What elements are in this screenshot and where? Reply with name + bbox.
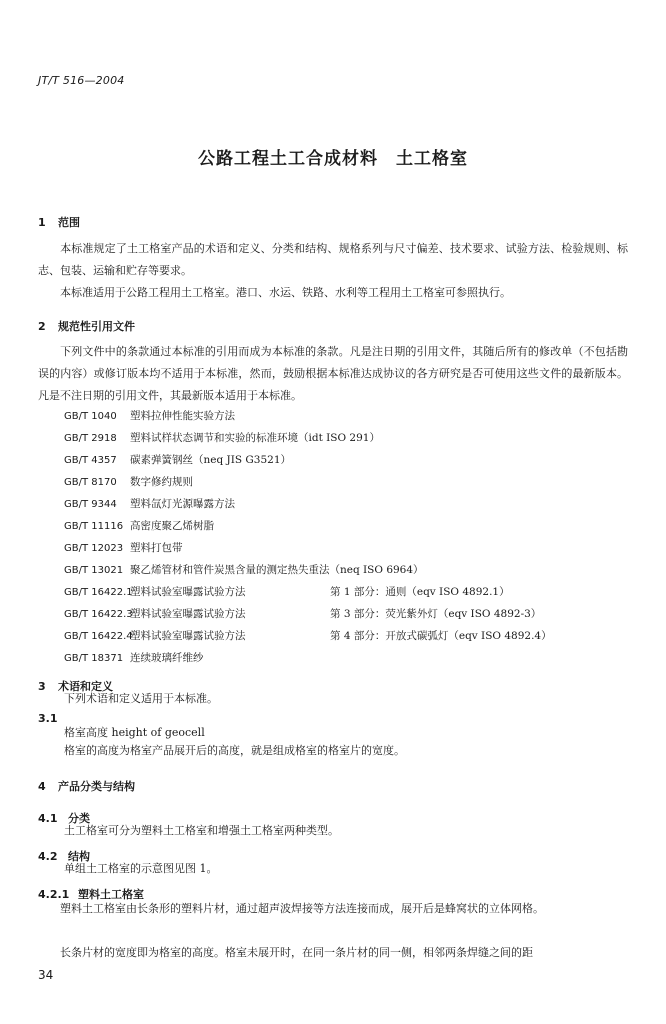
- standard-code: JT/T 516—2004: [38, 74, 125, 87]
- section-1-paragraph-2: 本标准适用于公路工程用土工格室。港口、水运、铁路、水利等工程用土工格室可参照执行。: [60, 286, 511, 299]
- section-1-heading: [38, 214, 80, 230]
- reference-item: [64, 496, 235, 511]
- subsection-4-1-text: 土工格室可分为塑料土工格室和增强土工格室两种类型。: [64, 824, 339, 837]
- reference-item: [64, 650, 204, 665]
- reference-item: [64, 518, 214, 533]
- reference-code: GB/T 16422.3: [64, 609, 133, 620]
- section-2-heading: [38, 318, 135, 334]
- section-number: 3: [38, 680, 46, 693]
- reference-code: GB/T 4357: [64, 455, 117, 466]
- term-definition: 格室的高度为格室产品展开后的高度，就是组成格室的格室片的宽度。: [64, 744, 405, 757]
- section-3-intro: 下列术语和定义适用于本标准。: [64, 692, 218, 705]
- section-2-intro: 下列文件中的条款通过本标准的引用而成为本标准的条款。凡是注日期的引用文件，其随后所有的修改单（不包括勘误的内容）或修订版本均不适用于本标准，然而，鼓励根据本标准达成协议的各方研究是否可使用这些文件的最新版本。凡是不注日期的引用文件，其最新版本适用于本标准。: [38, 345, 628, 402]
- reference-title: 聚乙烯管材和管件炭黑含量的测定热失重法（neq ISO 6964）: [130, 564, 424, 576]
- reference-item: [64, 628, 552, 643]
- reference-item: [64, 408, 235, 423]
- reference-title: 塑料试验室曝露试验方法: [130, 586, 246, 598]
- section-1-paragraph-1: 本标准规定了土工格室产品的术语和定义、分类和结构、规格系列与尺寸偏差、技术要求、试验方法、检验规则、标志、包装、运输和贮存等要求。: [38, 242, 628, 277]
- reference-item: [64, 430, 380, 445]
- reference-item: [64, 562, 424, 577]
- reference-title: 塑料打包带: [130, 542, 183, 554]
- subsection-title: 结构: [68, 850, 90, 863]
- reference-code: GB/T 2918: [64, 433, 117, 444]
- reference-item: [64, 606, 542, 621]
- reference-title: 数字修约规则: [130, 476, 193, 488]
- section-title: 产品分类与结构: [58, 780, 135, 793]
- term-number: 3.1: [38, 712, 58, 725]
- reference-item: [64, 474, 193, 489]
- reference-part: 第 1 部分：通则（eqv ISO 4892.1）: [330, 586, 510, 598]
- section-title: 术语和定义: [58, 680, 113, 693]
- reference-code: GB/T 16422.1: [64, 587, 133, 598]
- subsection-4-2-text: 单组土工格室的示意图见图 1。: [64, 862, 218, 875]
- page-number: 34: [38, 968, 54, 982]
- reference-code: GB/T 11116: [64, 521, 124, 532]
- section-number: 2: [38, 320, 46, 333]
- reference-title: 塑料拉伸性能实验方法: [130, 410, 235, 422]
- subsection-4-2-1-paragraph-1: 塑料土工格室由长条形的塑料片材，通过超声波焊接等方法连接而成，展开后是蜂窝状的立体网格。: [60, 902, 544, 915]
- reference-title: 高密度聚乙烯树脂: [130, 520, 214, 532]
- subsection-title: 塑料土工格室: [78, 888, 144, 901]
- reference-part: 第 4 部分：开放式碳弧灯（eqv ISO 4892.4）: [330, 630, 552, 642]
- reference-title: 连续玻璃纤维纱: [130, 652, 204, 664]
- reference-title: 塑料氙灯光源曝露方法: [130, 498, 235, 510]
- reference-title: 塑料试验室曝露试验方法: [130, 630, 246, 642]
- subsection-number: 4.2: [38, 850, 58, 863]
- reference-code: GB/T 12023: [64, 543, 124, 554]
- reference-code: GB/T 16422.4: [64, 631, 133, 642]
- reference-code: GB/T 8170: [64, 477, 117, 488]
- subsection-title: 分类: [68, 812, 90, 825]
- reference-code: GB/T 18371: [64, 653, 124, 664]
- section-title: 规范性引用文件: [58, 320, 135, 333]
- section-title: 范围: [58, 216, 80, 229]
- reference-part: 第 3 部分：荧光紫外灯（eqv ISO 4892-3）: [330, 608, 542, 620]
- term-name: 格室高度 height of geocell: [64, 726, 205, 739]
- subsection-number: 4.1: [38, 812, 58, 825]
- reference-title: 塑料试样状态调节和实验的标准环境（idt ISO 291）: [130, 432, 380, 444]
- document-title: 公路工程土工合成材料 土工格室: [198, 149, 468, 169]
- subsection-4-2-1-paragraph-2: 长条片材的宽度即为格室的高度。格室未展开时，在同一条片材的同一侧，相邻两条焊缝之间的距: [60, 946, 533, 959]
- section-number: 1: [38, 216, 46, 229]
- reference-code: GB/T 13021: [64, 565, 124, 576]
- reference-code: GB/T 1040: [64, 411, 117, 422]
- section-4-heading: [38, 778, 135, 794]
- reference-item: [64, 584, 510, 599]
- subsection-number: 4.2.1: [38, 888, 70, 901]
- reference-title: 碳素弹簧钢丝（neq JIS G3521）: [130, 454, 292, 466]
- reference-item: [64, 540, 183, 555]
- reference-item: [64, 452, 291, 467]
- reference-code: GB/T 9344: [64, 499, 117, 510]
- reference-title: 塑料试验室曝露试验方法: [130, 608, 246, 620]
- section-number: 4: [38, 780, 46, 793]
